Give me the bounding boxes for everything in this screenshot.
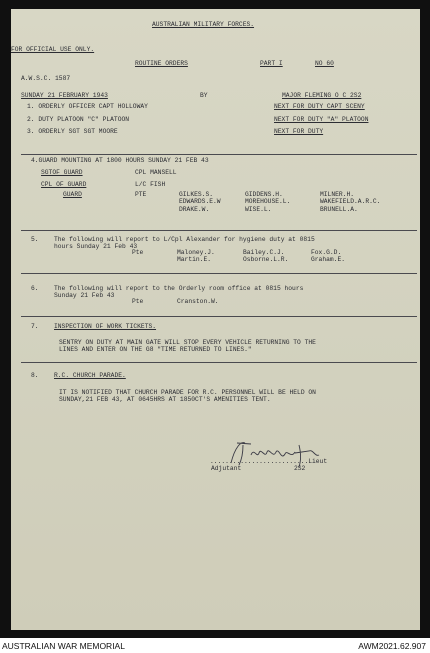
unit: A.W.S.C. 1587: [21, 75, 71, 82]
guard-role-1: SGTOF GUARD: [41, 169, 83, 176]
guard-label: GUARD: [63, 191, 82, 198]
guard-heading: 4.GUARD MOUNTING AT 1800 HOURS SUNDAY 21 FEB 43: [31, 157, 209, 164]
item-6-pte: Pte: [132, 298, 144, 305]
official-use: FOR OFFICIAL USE ONLY.: [11, 46, 95, 53]
by-label: BY: [200, 92, 208, 99]
guard-name-1: CPL MANSELL: [135, 169, 177, 176]
item-6-name: Cranston.W.: [177, 298, 219, 305]
duty-3: 3. ORDERLY SGT SGT MOORE: [27, 128, 118, 135]
guard-pte: PTE: [135, 191, 147, 198]
duty-1: 1. ORDERLY OFFICER CAPT HOLLOWAY: [27, 103, 148, 110]
item-5-number: 5.: [31, 236, 39, 243]
guard-role-2: CPL OF GUARD: [41, 181, 87, 188]
duty-2-right: NEXT FOR DUTY "A" PLATOON: [274, 116, 369, 123]
archive-reference: AWM2021.62.907: [358, 641, 426, 651]
item-8-text: IT IS NOTIFIED THAT CHURCH PARADE FOR R.C. PERSONNEL WILL BE HELD ON SUNDAY,21 FEB 43, AT 0645HRS AT 1850CT'S AMENITIES TENT.: [59, 389, 316, 404]
item-8-number: 8.: [31, 372, 39, 379]
duty-3-right: NEXT FOR DUTY: [274, 128, 324, 135]
major: MAJOR FLEMING O C 2S2: [282, 92, 362, 99]
rule: [21, 362, 417, 363]
adjutant-unit: 2S2: [294, 465, 306, 472]
item-5-col-2: Bailey.C.J. Osborne.L.R.: [243, 249, 289, 264]
rule: [21, 230, 417, 231]
guard-col-2: GIDDENS.H. MOREHOUSE.L. WISE.L.: [245, 191, 291, 213]
document-page: [11, 9, 420, 630]
date-line: SUNDAY 21 FEBRUARY 1943: [21, 92, 108, 99]
guard-name-2: L/C FISH: [135, 181, 166, 188]
item-5-col-1: Maloney.J. Martin.E.: [177, 249, 215, 264]
routine-orders: ROUTINE ORDERS: [135, 60, 188, 67]
signature-line: ..........................Lieut: [210, 458, 328, 465]
order-number: NO 60: [315, 60, 334, 67]
rule: [21, 316, 417, 317]
item-5-pte: Pte: [132, 249, 144, 256]
guard-col-1: GILKES.S. EDWARDS.E.W DRAKE.W.: [179, 191, 221, 213]
item-8-title: R.C. CHURCH PARADE.: [54, 372, 126, 379]
item-7-title: INSPECTION OF WORK TICKETS.: [54, 323, 157, 330]
adjutant-label: Adjutant: [211, 465, 242, 472]
part: PART I: [260, 60, 283, 67]
archive-name: AUSTRALIAN WAR MEMORIAL: [2, 641, 125, 651]
item-6-text: The following will report to the Orderly room office at 0815 hours Sunday 21 Feb 43: [54, 285, 304, 300]
item-5-text: The following will report to L/Cpl Alexander for hygiene duty at 0815 hours Sunday 21 Feb 43: [54, 236, 315, 251]
item-6-number: 6.: [31, 285, 39, 292]
duty-2: 2. DUTY PLATOON "C" PLATOON: [27, 116, 130, 123]
rule: [21, 154, 417, 155]
item-5-col-3: Fox.G.D. Graham.E.: [311, 249, 346, 264]
archive-footer: [0, 639, 430, 653]
duty-1-right: NEXT FOR DUTY CAPT SCENY: [274, 103, 365, 110]
item-7-number: 7.: [31, 323, 39, 330]
rule: [21, 273, 417, 274]
item-7-text: SENTRY ON DUTY AT MAIN GATE WILL STOP EVERY VEHICLE RETURNING TO THE LINES AND ENTER ON THE G8 "TIME RETURNED TO LINES.": [59, 339, 316, 354]
header-force: AUSTRALIAN MILITARY FORCES.: [152, 21, 255, 28]
guard-col-3: MILNER.H. WAKEFIELD.A.R.C. BRUNELL.A.: [320, 191, 381, 213]
